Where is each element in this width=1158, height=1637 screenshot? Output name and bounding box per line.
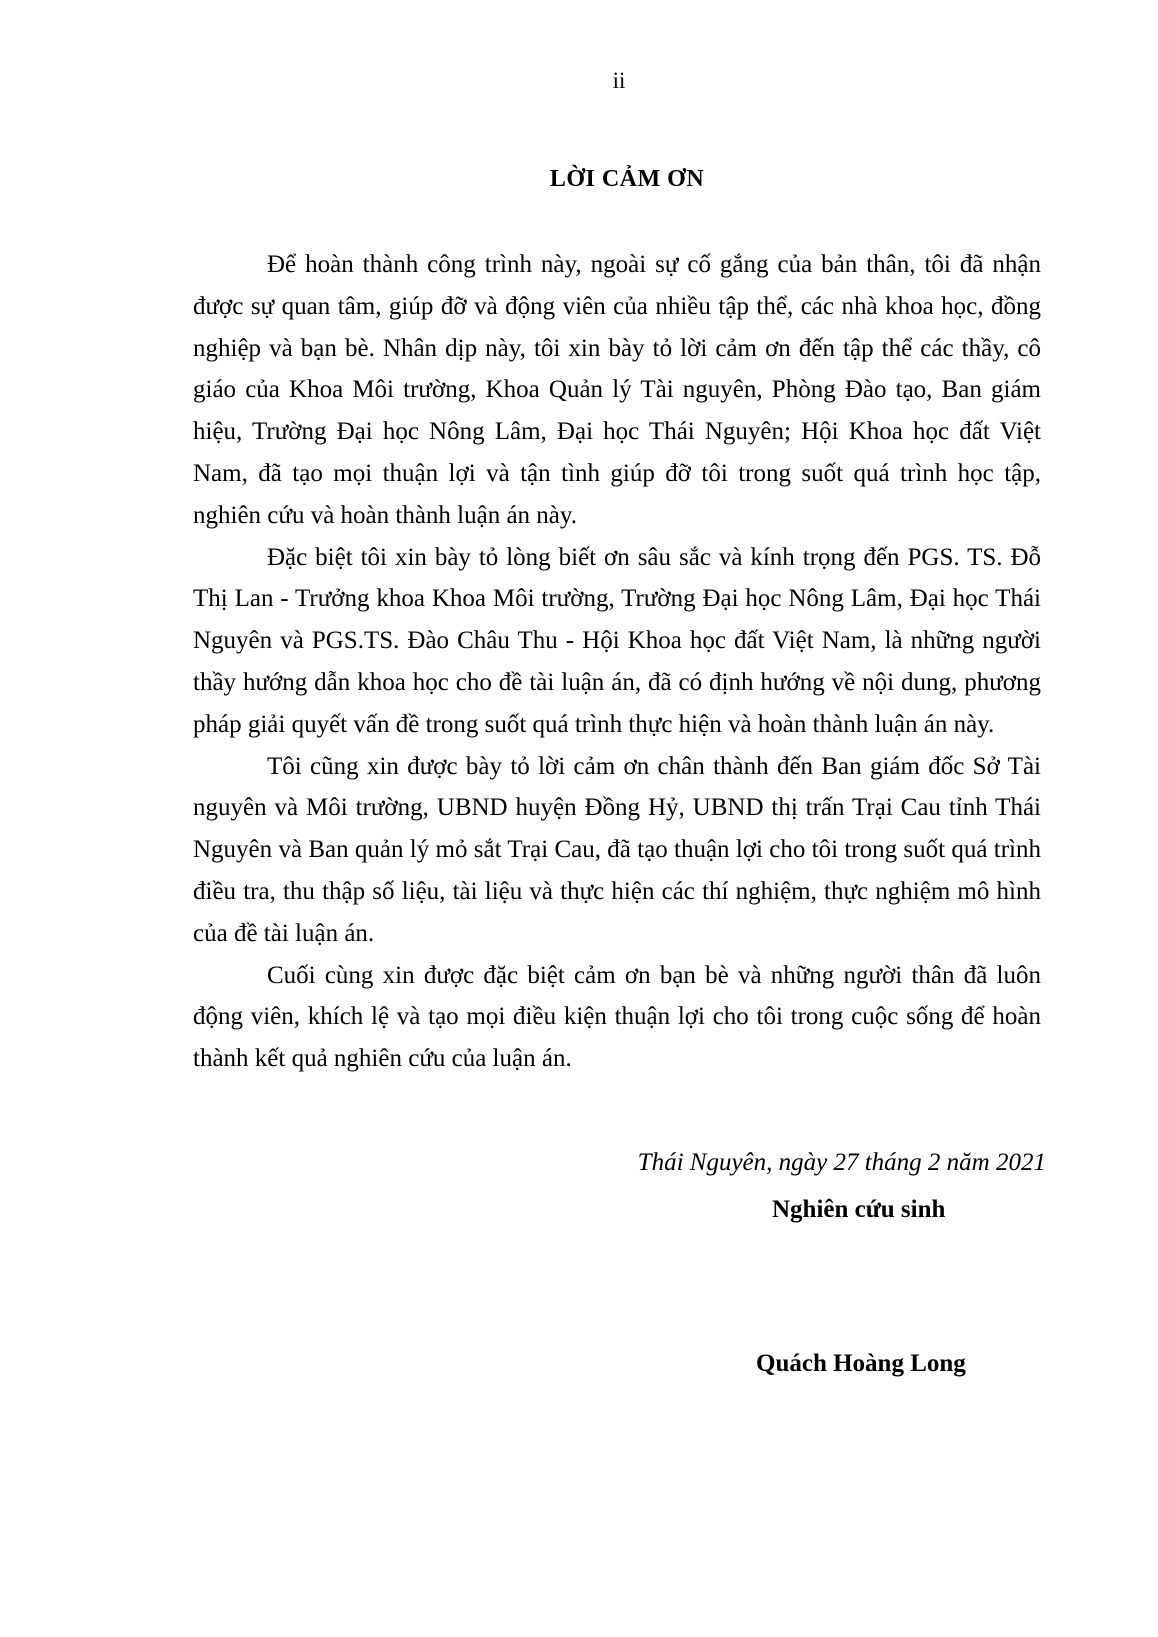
paragraph: Để hoàn thành công trình này, ngoài sự cố gắng của bản thân, tôi đã nhận được sự quan tâm, giúp đỡ và động viên của nhiều tập thể, các nhà khoa học, đồng nghiệp và bạn bè. Nhân dịp này, tôi xin bày tỏ lời cảm ơn đến tập thể các thầy, cô giáo của Khoa Môi trường, Khoa Quản lý Tài nguyên, Phòng Đào tạo, Ban giám hiệu, Trường Đại học Nông Lâm, Đại học Thái Nguyên; Hội Khoa học đất Việt Nam, đã tạo mọi thuận lợi và tận tình giúp đỡ tôi trong suốt quá trình học tập, nghiên cứu và hoàn thành luận án này.	[193, 251, 1041, 529]
paragraph: Đặc biệt tôi xin bày tỏ lòng biết ơn sâu sắc và kính trọng đến PGS. TS. Đỗ Thị Lan - Trưởng khoa Khoa Môi trường, Trường Đại học Nông Lâm, Đại học Thái Nguyên và PGS.TS. Đào Châu Thu - Hội Khoa học đất Việt Nam, là những người thầy hướng dẫn khoa học cho đề tài luận án, đã có định hướng về nội dung, phương pháp giải quyết vấn đề trong suốt quá trình thực hiện và hoàn thành luận án này.	[193, 543, 1041, 738]
acknowledgement-body	[193, 244, 1041, 1080]
signature-role: Nghiên cứu sinh	[772, 1196, 946, 1223]
page-number: ii	[612, 68, 626, 93]
paragraph: Tôi cũng xin được bày tỏ lời cảm ơn chân thành đến Ban giám đốc Sở Tài nguyên và Môi trường, UBND huyện Đồng Hỷ, UBND thị trấn Trại Cau tỉnh Thái Nguyên và Ban quản lý mỏ sắt Trại Cau, đã tạo thuận lợi cho tôi trong suốt quá trình điều tra, thu thập số liệu, tài liệu và thực hiện các thí nghiệm, thực nghiệm mô hình của đề tài luận án.	[193, 752, 1041, 947]
paragraph: Cuối cùng xin được đặc biệt cảm ơn bạn bè và những người thân đã luôn động viên, khích lệ và tạo mọi điều kiện thuận lợi cho tôi trong cuộc sống để hoàn thành kết quả nghiên cứu của luận án.	[193, 961, 1041, 1073]
signature-name: Quách Hoàng Long	[756, 1350, 966, 1377]
signature-place-date: Thái Nguyên, ngày 27 tháng 2 năm 2021	[637, 1149, 1046, 1176]
page-title: LỜI CẢM ƠN	[549, 166, 705, 192]
